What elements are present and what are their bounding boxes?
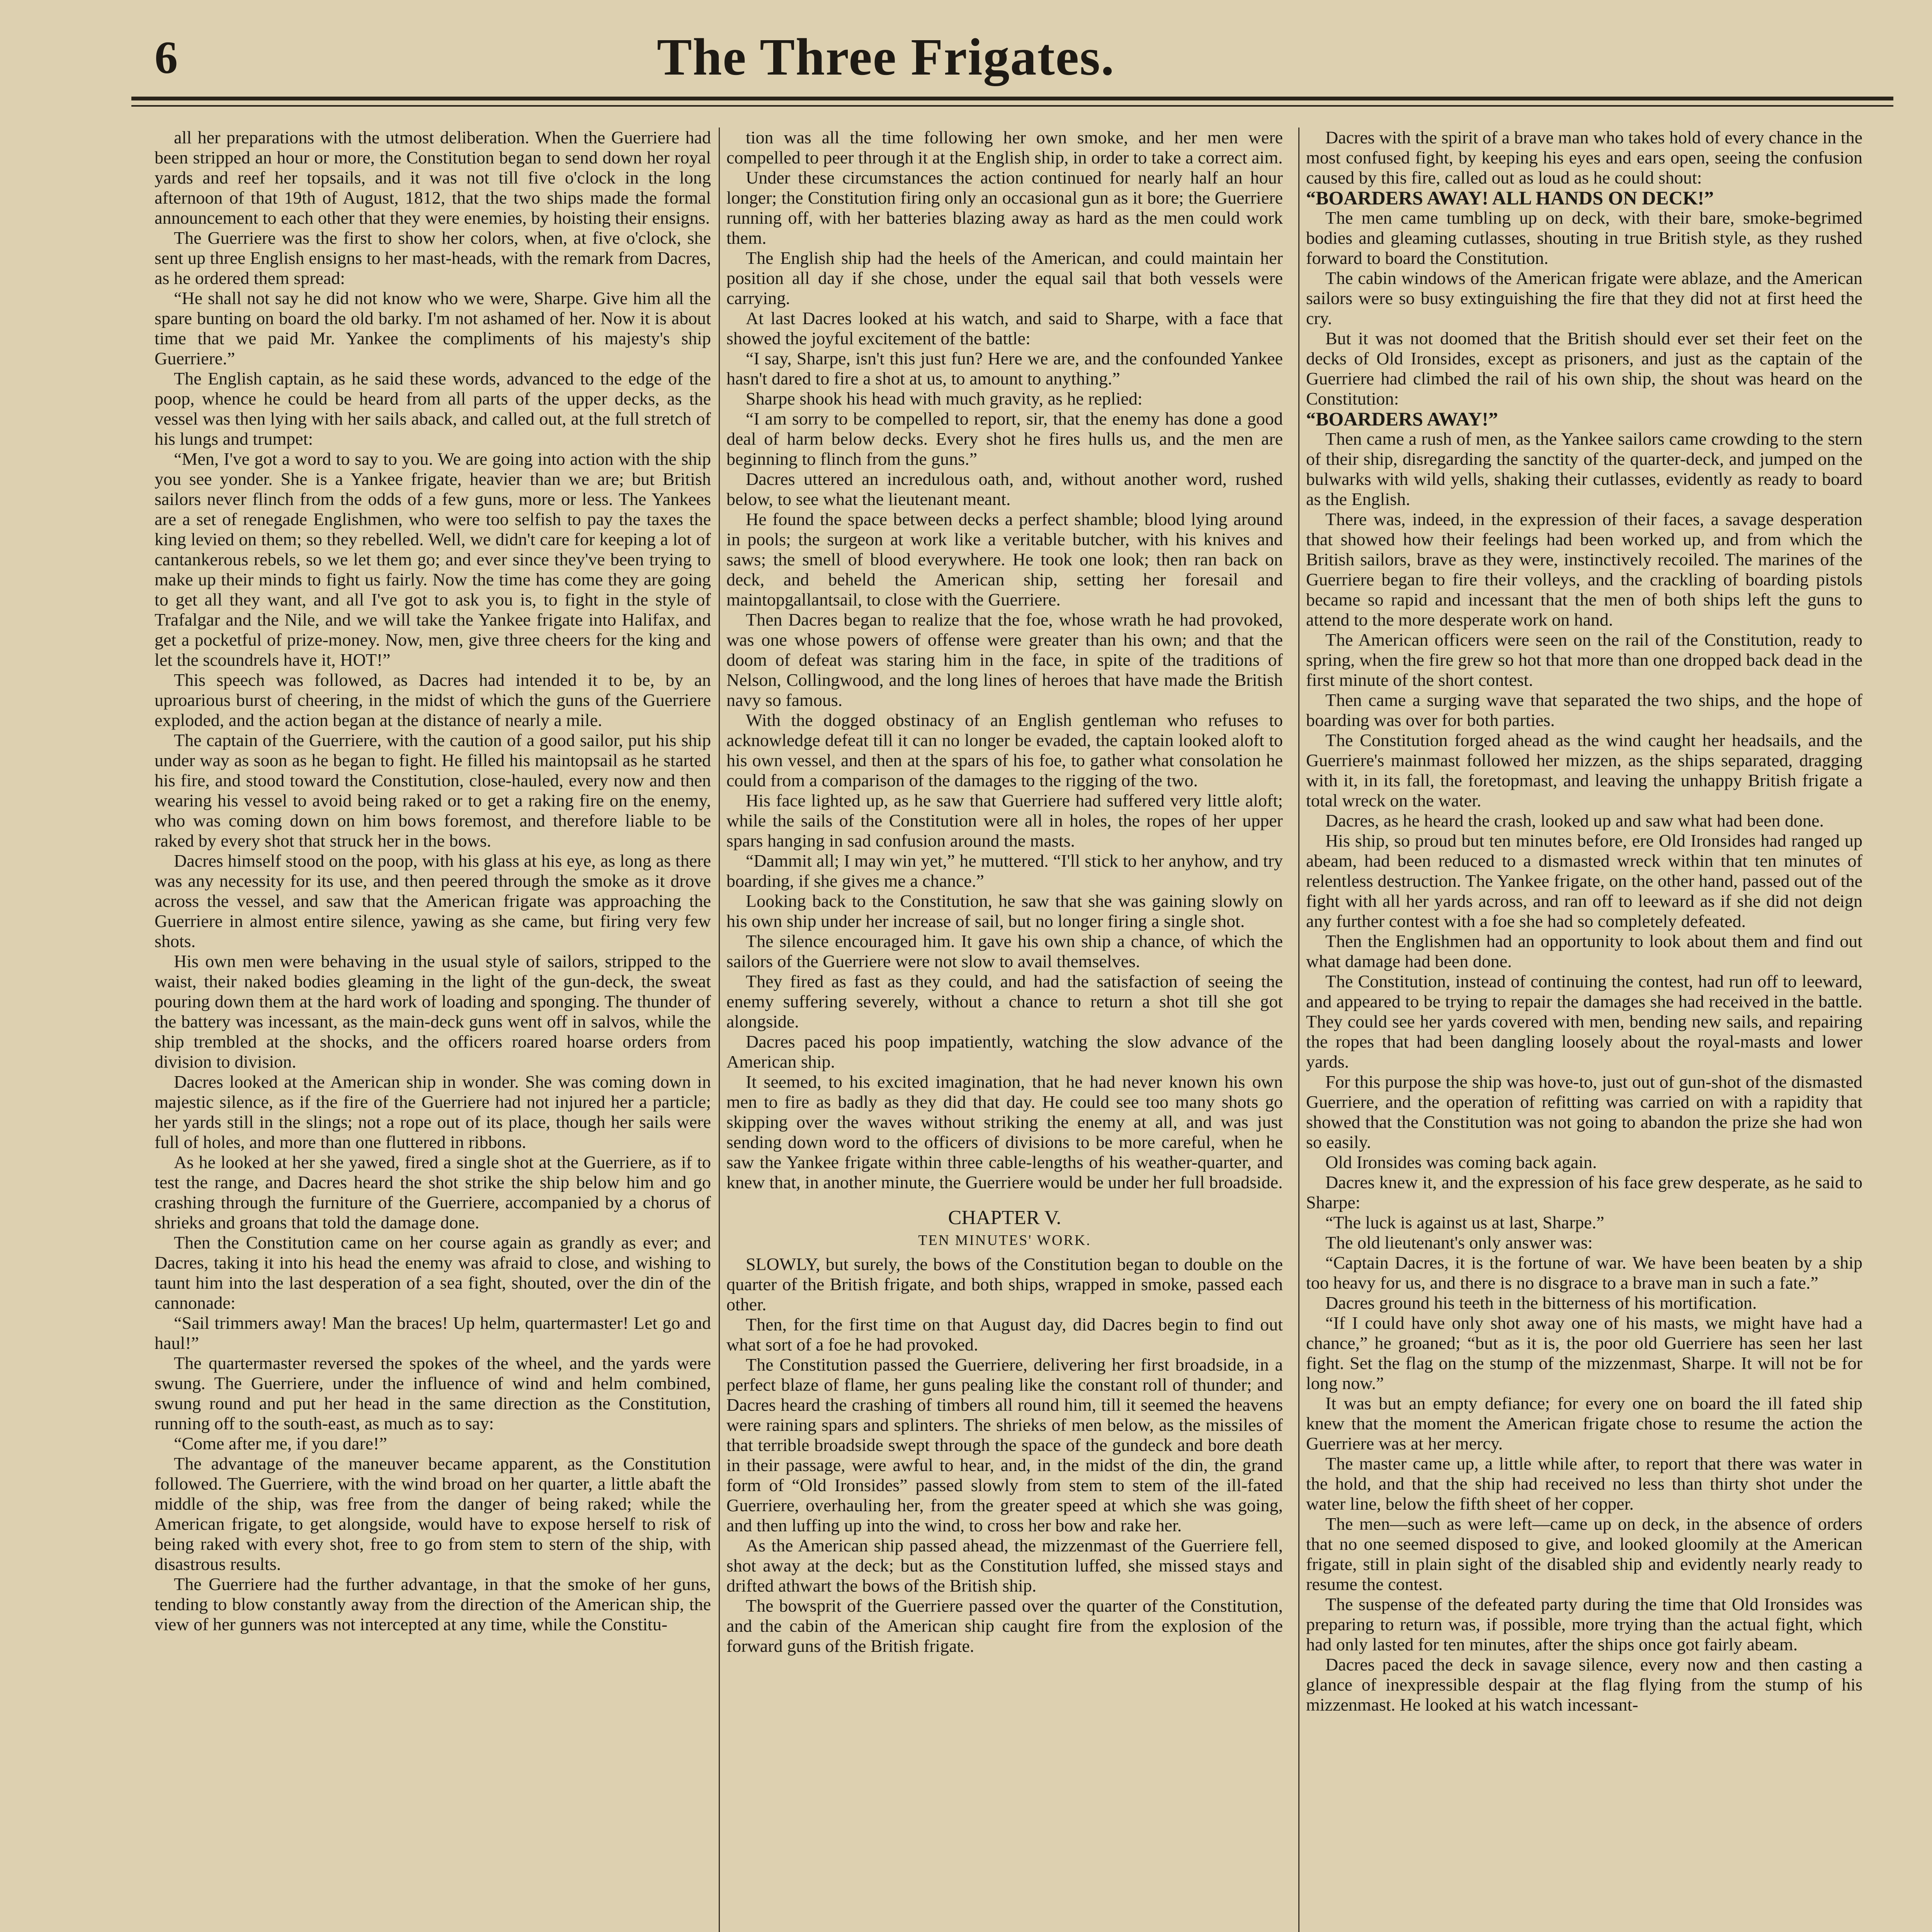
paragraph: “BOARDERS AWAY! ALL HANDS ON DECK!” (1306, 187, 1714, 209)
paragraph: Old Ironsides was coming back again. (1325, 1152, 1597, 1172)
paragraph: “The luck is against us at last, Sharpe.” (1325, 1213, 1604, 1232)
paragraph: Dacres paced the deck in savage silence, every now and then casting a glance of inexpressible despair at the flag flying from the stump of his mizzenmast. He looked at his watch incessant- (1306, 1655, 1862, 1714)
column-divider (719, 128, 720, 1932)
paragraph: The suspense of the defeated party during the time that Old Ironsides was preparing to return was, if possible, more trying than the actual fight, which had only lasted for ten minutes, after the ships once got fairly abeam. (1306, 1594, 1862, 1654)
page-number: 6 (155, 32, 178, 83)
paragraph: Under these circumstances the action continued for nearly half an hour longer; the Constitution firing only an occasional gun as it bore; the Guerriere running off, with her batteries blazing away as hard as the men could work them. (726, 168, 1283, 248)
paragraph: His ship, so proud but ten minutes before, ere Old Ironsides had ranged up abeam, had been reduced to a dismasted wreck within that ten minutes of relentless destruction. The Yankee frigate, on the other hand, passed out of the fight with all her yards across, and ran off to leeward as if she did not deign any further contest with a foe she had so completely defeated. (1306, 831, 1862, 931)
paragraph: Sharpe shook his head with much gravity, as he replied: (746, 389, 1143, 408)
paragraph: Dacres paced his poop impatiently, watching the slow advance of the American ship. (726, 1032, 1283, 1071)
text-column-3 (1306, 128, 1862, 1932)
paragraph: Dacres knew it, and the expression of his face grew desperate, as he said to Sharpe: (1306, 1172, 1862, 1212)
paragraph: The Constitution passed the Guerriere, delivering her first broadside, in a perfect blaze of flame, her guns pealing like the constant roll of thunder; and Dacres heard the crashing of timbers all round him, till it seemed the heavens were raining spars and splinters. The shrieks of men below, as the missiles of that terrible broadside swept through the space of the gundeck and bore death in their passage, were awful to hear, and, in the midst of the din, the grand form of “Old Ironsides” passed slowly from stem to stem of the ill-fated Guerriere, overhauling her, from the greater speed at which she was going, and then luffing up into the wind, to cross her bow and rake her. (726, 1355, 1283, 1535)
paragraph: Then came a rush of men, as the Yankee sailors came crowding to the stern of their ship, disregarding the sanctity of the quarter-deck, and jumped on the bulwarks with wild yells, shaking their cutlasses, evidently as ready to board as the English. (1306, 429, 1862, 509)
paragraph: The advantage of the maneuver became apparent, as the Constitution followed. The Guerriere, with the wind broad on her quarter, a little abaft the middle of the ship, was free from the danger of being raked; while the American frigate, to get alongside, would have to expose herself to risk of being raked with every shot, free to go from stem to stern of the ship, with disastrous results. (155, 1454, 711, 1574)
paragraph: The Constitution forged ahead as the wind caught her headsails, and the Guerriere's mainmast followed her mizzen, as the ships separated, dragging with it, in its fall, the foretopmast, and leaving the unhappy British frigate a total wreck on the water. (1306, 730, 1862, 810)
paragraph: Then, for the first time on that August day, did Dacres begin to find out what sort of a foe he had provoked. (726, 1315, 1283, 1354)
paragraph: Dacres looked at the American ship in wonder. She was coming down in majestic silence, as if the fire of the Guerriere had not injured her a particle; her yards still in the slings; not a rope out of its place, though her sails were full of holes, and more than one fluttered in ribbons. (155, 1072, 711, 1152)
paragraph: The men—such as were left—came up on deck, in the absence of orders that no one seemed disposed to give, and looked gloomily at the American frigate, still in plain sight of the disabled ship and evidently nearly ready to resume the contest. (1306, 1514, 1862, 1594)
paragraph: His own men were behaving in the usual style of sailors, stripped to the waist, their naked bodies gleaming in the light of the gun-deck, the sweat pouring down them at the hard work of loading and sponging. The thunder of the battery was incessant, as the main-deck guns went off in salvos, while the ship trembled at the shocks, and the officers roared hoarse orders from division to division. (155, 951, 711, 1071)
paragraph: Then the Englishmen had an opportunity to look about them and find out what damage had been done. (1306, 931, 1862, 971)
paragraph: He found the space between decks a perfect shamble; blood lying around in pools; the surgeon at work like a veritable butcher, with his knives and saws; the smell of blood everywhere. He took one look; then ran back on deck, and beheld the American ship, setting her foresail and maintopgallantsail, to close with the Guerriere. (726, 509, 1283, 609)
chapter-heading: CHAPTER V. (948, 1207, 1061, 1229)
paragraph: At last Dacres looked at his watch, and said to Sharpe, with a face that showed the joyful excitement of the battle: (726, 308, 1283, 348)
header-rule (131, 105, 1893, 107)
paragraph: As he looked at her she yawed, fired a single shot at the Guerriere, as if to test the range, and Dacres heard the shot strike the ship below him and go crashing through the furniture of the Guerriere, accompanied by a chorus of shrieks and groans that told the damage done. (155, 1152, 711, 1232)
paragraph: The men came tumbling up on deck, with their bare, smoke-begrimed bodies and gleaming cutlasses, shouting in true British style, as they rushed forward to board the Constitution. (1306, 208, 1862, 268)
header-rule (131, 97, 1893, 100)
paragraph: His face lighted up, as he saw that Guerriere had suffered very little aloft; while the sails of the Constitution were all in holes, the ropes of her upper spars hanging in sad confusion around the masts. (726, 791, 1283, 850)
paragraph: Dacres uttered an incredulous oath, and, without another word, rushed below, to see what the lieutenant meant. (726, 469, 1283, 509)
paragraph: The old lieutenant's only answer was: (1325, 1233, 1593, 1252)
paragraph: The American officers were seen on the rail of the Constitution, ready to spring, when the fire grew so hot that more than one dropped back dead in the first minute of the short contest. (1306, 630, 1862, 690)
paragraph: The master came up, a little while after, to report that there was water in the hold, and that the ship had received no less than thirty shot under the water line, below the fifth sheet of her copper. (1306, 1454, 1862, 1514)
paragraph: It seemed, to his excited imagination, that he had never known his own men to fire as badly as they did that day. He could see too many shots go skipping over the waves without striking the enemy at all, and was just sending down word to the officers of divisions to be more careful, when he saw the Yankee frigate within three cable-lengths of his weather-quarter, and knew that, in another minute, the Guerriere would be under her full broadside. (726, 1072, 1283, 1192)
paragraph: But it was not doomed that the British should ever set their feet on the decks of Old Ironsides, except as prisoners, and just as the captain of the Guerriere had climbed the rail of his own ship, the shout was heard on the Constitution: (1306, 328, 1862, 408)
paragraph: Dacres, as he heard the crash, looked up and saw what had been done. (1325, 811, 1824, 830)
paragraph: “Captain Dacres, it is the fortune of war. We have been beaten by a ship too heavy for us, and there is no disgrace to a brave man in such a fate.” (1306, 1253, 1862, 1293)
paragraph: “BOARDERS AWAY!” (1306, 408, 1498, 430)
paragraph: “Dammit all; I may win yet,” he muttered. “I'll stick to her anyhow, and try boarding, if she gives me a chance.” (726, 851, 1283, 891)
paragraph: Then came a surging wave that separated the two ships, and the hope of boarding was over for both parties. (1306, 690, 1862, 730)
paragraph: “Men, I've got a word to say to you. We are going into action with the ship you see yonder. She is a Yankee frigate, heavier than we are; but British sailors never flinch from the odds of a few guns, more or less. The Yankees are a set of renegade Englishmen, who were too selfish to pay the taxes the king levied on them; so they rebelled. Well, we didn't care for keeping a lot of cantankerous rebels, so we let them go; and ever since they've been trying to make up their minds to fight us fairly. Now the time has come they are going to get all they want, and all I've got to ask you is, to fight in the style of Trafalgar and the Nile, and we will take the Yankee frigate into Halifax, and get a pocketful of prize-money. Now, men, give three cheers for the king and let the scoundrels have it, HOT!” (155, 449, 711, 670)
column-divider (1298, 128, 1299, 1932)
paragraph: The English ship had the heels of the American, and could maintain her position all day if she chose, under the equal sail that both vessels were carrying. (726, 248, 1283, 308)
paragraph: This speech was followed, as Dacres had intended it to be, by an uproarious burst of cheering, in the midst of which the guns of the Guerriere exploded, and the action began at the distance of nearly a mile. (155, 670, 711, 730)
paragraph: “I am sorry to be compelled to report, sir, that the enemy has done a good deal of harm below decks. Every shot he fires hulls us, and the men are beginning to flinch from the guns.” (726, 409, 1283, 469)
paragraph: “I say, Sharpe, isn't this just fun? Here we are, and the confounded Yankee hasn't dared to fire a shot at us, to amount to anything.” (726, 349, 1283, 388)
paragraph: “Come after me, if you dare!” (174, 1434, 387, 1453)
paragraph: tion was all the time following her own smoke, and her men were compelled to peer through it at the English ship, in order to take a correct aim. (726, 128, 1283, 167)
paragraph: The Guerriere had the further advantage, in that the smoke of her guns, tending to blow constantly away from the direction of the American ship, the view of her gunners was not intercepted at any time, while the Constitu- (155, 1574, 711, 1634)
paragraph: The captain of the Guerriere, with the caution of a good sailor, put his ship under way as soon as he began to fight. He filled his maintopsail as he started his fire, and stood toward the Constitution, close-hauled, every now and then wearing his vessel to avoid being raked or to get a raking fire on the enemy, who was coming down on him bows foremost, and therefore liable to be raked by every shot that struck her in the bows. (155, 730, 711, 850)
paragraph: It was but an empty defiance; for every one on board the ill fated ship knew that the moment the American frigate chose to resume the action the Guerriere was at her mercy. (1306, 1393, 1862, 1453)
paragraph: With the dogged obstinacy of an English gentleman who refuses to acknowledge defeat till it can no longer be evaded, the captain looked aloft to his own vessel, and then at the spars of his foe, to gather what consolation he could from a comparison of the damages to the rigging of the two. (726, 710, 1283, 790)
text-column-1 (155, 128, 711, 1932)
paragraph: Dacres ground his teeth in the bitterness of his mortification. (1325, 1293, 1757, 1313)
paragraph: The Guerriere was the first to show her colors, when, at five o'clock, she sent up three English ensigns to her mast-heads, with the remark from Dacres, as he ordered them spread: (155, 228, 711, 288)
paragraph: The bowsprit of the Guerriere passed over the quarter of the Constitution, and the cabin of the American ship caught fire from the explosion of the forward guns of the British frigate. (726, 1596, 1283, 1656)
text-column-2 (726, 128, 1283, 1932)
paragraph: The quartermaster reversed the spokes of the wheel, and the yards were swung. The Guerriere, under the influence of wind and helm combined, swung round and put her head in the same direction as the Constitution, running off to the south-east, as much as to say: (155, 1353, 711, 1433)
paragraph: Then the Constitution came on her course again as grandly as ever; and Dacres, taking it into his head the enemy was afraid to close, and wishing to taunt him into the last desperation of a sea fight, shouted, over the din of the cannonade: (155, 1233, 711, 1313)
paragraph: “He shall not say he did not know who we were, Sharpe. Give him all the spare bunting on board the old barky. I'm not ashamed of her. Now it is about time that we paid Mr. Yankee the compliments of his majesty's ship Guerriere.” (155, 288, 711, 368)
paragraph: The silence encouraged him. It gave his own ship a chance, of which the sailors of the Guerriere were not slow to avail themselves. (726, 931, 1283, 971)
paragraph: The English captain, as he said these words, advanced to the edge of the poop, whence he could be heard from all parts of the upper decks, as the vessel was then lying with her sails aback, and called out, at the full stretch of his lungs and trumpet: (155, 369, 711, 449)
paragraph: The Constitution, instead of continuing the contest, had run off to leeward, and appeared to be trying to repair the damages she had received in the battle. They could see her yards covered with men, bending new sails, and repairing the ropes that had been dangling loosely about the royal-masts and lower yards. (1306, 971, 1862, 1071)
paragraph: SLOWLY, but surely, the bows of the Constitution began to double on the quarter of the British frigate, and both ships, wrapped in smoke, passed each other. (726, 1254, 1283, 1314)
paragraph: As the American ship passed ahead, the mizzenmast of the Guerriere fell, shot away at the deck; but as the Constitution luffed, she missed stays and drifted athwart the bows of the British ship. (726, 1536, 1283, 1595)
paragraph: For this purpose the ship was hove-to, just out of gun-shot of the dismasted Guerriere, and the operation of refitting was carried on with a rapidity that showed that the Constitution was not going to abandon the prize she had won so easily. (1306, 1072, 1862, 1152)
paragraph: Dacres himself stood on the poop, with his glass at his eye, as long as there was any necessity for its use, and then peered through the smoke as it drove across the vessel, and saw that the American frigate was approaching the Guerriere in almost entire silence, yawing as she came, but firing very few shots. (155, 851, 711, 951)
paragraph: They fired as fast as they could, and had the satisfaction of seeing the enemy suffering severely, without a chance to return a shot till she got alongside. (726, 971, 1283, 1031)
paragraph: all her preparations with the utmost deliberation. When the Guerriere had been stripped an hour or more, the Constitution began to send down her royal yards and reef her topsails, and it was not till five o'clock in the long afternoon of that 19th of August, 1812, that the two ships made the formal announcement to each other that they were enemies, by hoisting their ensigns. (155, 128, 711, 228)
paragraph: Then Dacres began to realize that the foe, whose wrath he had provoked, was one whose powers of offense were greater than his own; and that the doom of defeat was staring him in the face, in spite of the traditions of Nelson, Collingwood, and the long lines of heroes that have made the British navy so famous. (726, 610, 1283, 710)
paragraph: “If I could have only shot away one of his masts, we might have had a chance,” he groaned; “but as it is, the poor old Guerriere has seen her last fight. Set the flag on the stump of the mizzenmast, Sharpe. It will not be for long now.” (1306, 1313, 1862, 1393)
chapter-subheading: TEN MINUTES' WORK. (918, 1232, 1091, 1248)
paragraph: The cabin windows of the American frigate were ablaze, and the American sailors were so busy extinguishing the fire that they did not at first heed the cry. (1306, 268, 1862, 328)
paragraph: “Sail trimmers away! Man the braces! Up helm, quartermaster! Let go and haul!” (155, 1313, 711, 1353)
page-title: The Three Frigates. (657, 28, 1115, 86)
paragraph: There was, indeed, in the expression of their faces, a savage desperation that showed how their feelings had been worked up, and from which the British sailors, brave as they were, instinctively recoiled. The marines of the Guerriere began to fire their volleys, and the crackling of boarding pistols became so rapid and incessant that the men of both ships left the guns to attend to the more desperate work on hand. (1306, 509, 1862, 629)
paragraph: Dacres with the spirit of a brave man who takes hold of every chance in the most confused fight, by keeping his eyes and ears open, seeing the confusion caused by this fire, called out as loud as he could shout: (1306, 128, 1862, 187)
paragraph: Looking back to the Constitution, he saw that she was gaining slowly on his own ship under her increase of sail, but no longer firing a single shot. (726, 891, 1283, 931)
